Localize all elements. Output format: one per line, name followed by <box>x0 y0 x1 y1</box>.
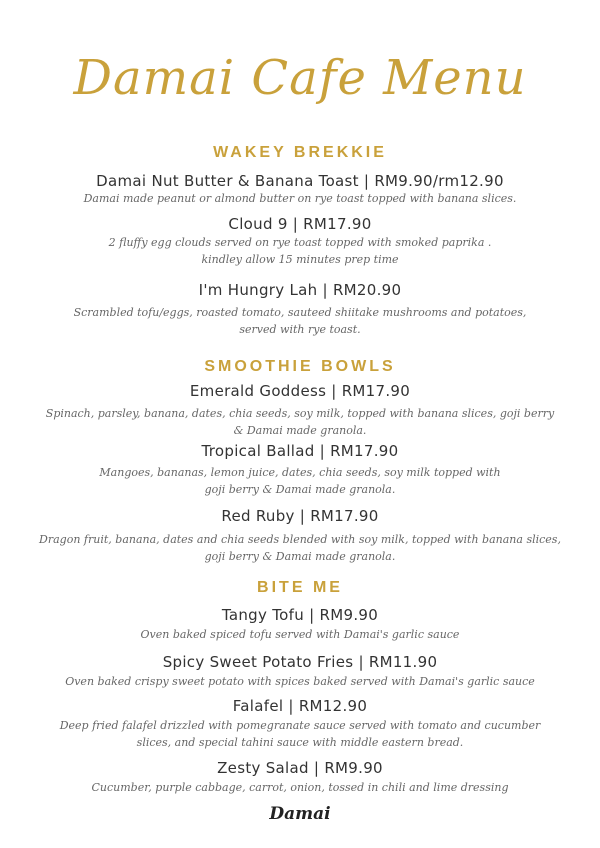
menu-item-description: Oven baked crispy sweet potato with spices baked served with Damai's garlic sauce <box>65 675 535 688</box>
menu-item-description: Scrambled tofu/eggs, roasted tomato, sauteed shiitake mushrooms and potatoes, <box>73 306 527 319</box>
menu-item-name: Damai Nut Butter & Banana Toast | RM9.90/rm12.90 <box>96 172 504 190</box>
menu-item-description: Dragon fruit, banana, dates and chia seeds blended with soy milk, topped with banana slices, <box>39 533 561 546</box>
menu-item-description: & Damai made granola. <box>233 424 367 437</box>
section-heading-smoothie-bowls: SMOOTHIE BOWLS <box>204 358 396 375</box>
menu-item-name: Tropical Ballad | RM17.90 <box>201 442 399 460</box>
menu-item-description: 2 fluffy egg clouds served on rye toast topped with smoked paprika . <box>108 236 492 249</box>
menu-item-description: Deep fried falafel drizzled with pomegranate sauce served with tomato and cucumber <box>59 719 541 732</box>
menu-item-name: Falafel | RM12.90 <box>232 697 368 715</box>
menu-item-description: goji berry & Damai made granola. <box>204 550 396 563</box>
menu-title: Damai Cafe Menu <box>73 50 527 106</box>
menu-item-name: Red Ruby | RM17.90 <box>221 507 379 525</box>
menu-item-name: Spicy Sweet Potato Fries | RM11.90 <box>162 653 438 671</box>
menu-item-name: Emerald Goddess | RM17.90 <box>189 382 411 400</box>
menu-item-description: goji berry & Damai made granola. <box>204 483 396 496</box>
menu-item-description: slices, and special tahini sauce with middle eastern bread. <box>136 736 464 749</box>
menu-item-description: Damai made peanut or almond butter on rye toast topped with banana slices. <box>83 192 517 205</box>
section-heading-wakey-brekkie: WAKEY BREKKIE <box>213 144 387 161</box>
menu-item-description: Oven baked spiced tofu served with Damai's garlic sauce <box>140 628 460 641</box>
menu-item-description: Mangoes, bananas, lemon juice, dates, chia seeds, soy milk topped with <box>99 466 501 479</box>
damai-logo: Damai <box>269 804 331 824</box>
menu-item-description: Spinach, parsley, banana, dates, chia seeds, soy milk, topped with banana slices, goji berry <box>45 407 555 420</box>
menu-item-description: served with rye toast. <box>239 323 361 336</box>
menu-item-name: Cloud 9 | RM17.90 <box>228 215 372 233</box>
section-heading-bite-me: BITE ME <box>257 579 343 596</box>
menu-item-description: kindley allow 15 minutes prep time <box>201 253 399 266</box>
menu-item-name: I'm Hungry Lah | RM20.90 <box>198 281 402 299</box>
menu-item-name: Zesty Salad | RM9.90 <box>217 759 383 777</box>
menu-item-name: Tangy Tofu | RM9.90 <box>221 606 379 624</box>
menu-item-description: Cucumber, purple cabbage, carrot, onion, tossed in chili and lime dressing <box>91 781 509 794</box>
